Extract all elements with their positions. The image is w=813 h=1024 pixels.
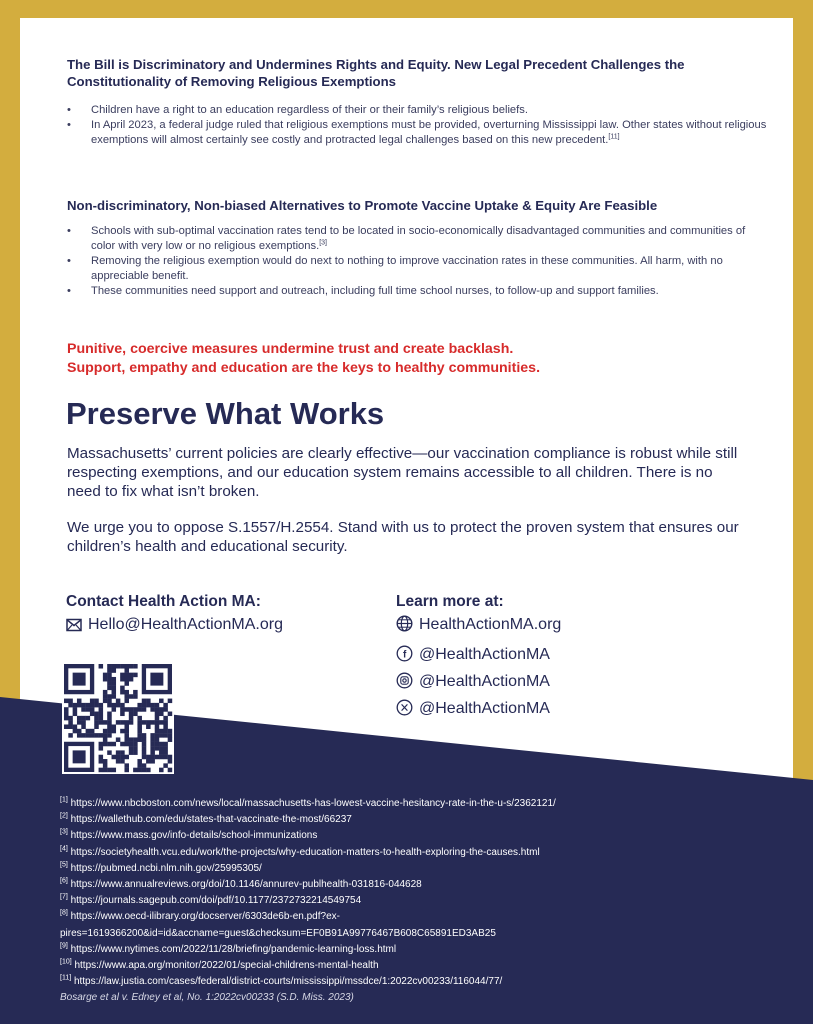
footnote: [3] https://www.mass.gov/info-details/school-immunizations	[60, 829, 318, 842]
envelope-icon	[66, 618, 82, 632]
section-heading-alternatives: Non-discriminatory, Non-biased Alternatives to Promote Vaccine Uptake & Equity Are Feasible	[67, 198, 658, 213]
intro-paragraph: Massachusetts’ current policies are clearly effective—our vaccination compliance is robust while still respecting exemptions, and our education system remains accessible to all children. There is no need to fix what isn’t broken.	[67, 445, 738, 500]
footnote: [6] https://www.annualreviews.org/doi/10.1146/annurev-publhealth-031816-044628	[60, 877, 422, 891]
contact-heading: Contact Health Action MA:	[66, 593, 261, 610]
callout-text: Punitive, coercive measures undermine trust and create backlash. Support, empathy and education are the keys to healthy communities.	[67, 341, 541, 376]
instagram-icon	[396, 672, 413, 689]
footnotes	[60, 796, 790, 1007]
list-item: • These communities need support and outreach, including full time school nurses, to follow-up and support families.	[67, 284, 767, 299]
footnote: [5] https://pubmed.ncbi.nlm.nih.gov/25995305/	[60, 861, 262, 874]
learn-more-heading: Learn more at:	[396, 593, 504, 610]
section-bullets-discriminatory	[67, 103, 767, 148]
call-to-action-paragraph: We urge you to oppose S.1557/H.2554. Stand with us to protect the proven system that ensures our children’s health and educational security.	[67, 519, 739, 555]
list-item: • Children have a right to an education regardless of their or their family’s religious beliefs.	[67, 103, 767, 118]
section-heading-discriminatory: The Bill is Discriminatory and Undermines Rights and Equity. New Legal Precedent Challenges the Constitutionality of Removing Religious Exemptions	[67, 57, 685, 89]
section-bullets-alternatives	[67, 224, 767, 299]
footnote-continuation[interactable]: pires=1619366200&id=id&accname=guest&checksum=EF0B91A99776467B608C65891ED3AB25	[60, 927, 496, 939]
qr-code[interactable]	[62, 662, 174, 774]
instagram-link[interactable]: @HealthActionMA	[396, 672, 550, 692]
qr-code-graphic	[62, 662, 174, 774]
footnote: [1] https://www.nbcboston.com/news/local/massachusetts-has-lowest-vaccine-hesitancy-rate-in-the-u-s/2362121/	[60, 796, 556, 809]
svg-text:f: f	[403, 649, 407, 661]
website-link[interactable]: HealthActionMA.org	[396, 615, 561, 635]
globe-icon	[396, 615, 413, 632]
x-icon	[396, 699, 413, 716]
footnote: [4] https://societyhealth.vcu.edu/work/the-projects/why-education-matters-to-health-exploring-the-causes.html	[60, 845, 540, 858]
case-citation: Bosarge et al v. Edney et al, No. 1:2022cv00233 (S.D. Miss. 2023)	[60, 992, 354, 1004]
page-title: Preserve What Works	[66, 396, 385, 431]
contact-email-link[interactable]: Hello@HealthActionMA.org	[66, 615, 283, 635]
list-item: • Schools with sub-optimal vaccination rates tend to be located in socio-economically disadvantaged communities and communities of color with very low or no religious exemptions.[3]	[67, 224, 767, 254]
facebook-link[interactable]: f @HealthActionMA	[396, 645, 550, 665]
list-item: • In April 2023, a federal judge ruled that religious exemptions must be provided, overturning Mississippi law. Other states without religious exemptions will almost certainly see costly and protracted legal challenges based on this new precedent.[11]	[67, 118, 767, 148]
facebook-icon	[396, 645, 413, 662]
footnote: [11] https://law.justia.com/cases/federal/district-courts/mississippi/mssdce/1:2022cv00233/116044/77/	[60, 974, 503, 988]
list-item: • Removing the religious exemption would do next to nothing to improve vaccination rates in these communities. All harm, with no appreciable benefit.	[67, 254, 767, 284]
footnote: [8] https://www.oecd-ilibrary.org/docserver/6303de6b-en.pdf?ex-	[60, 910, 340, 923]
footnote: [10] https://www.apa.org/monitor/2022/01/special-childrens-mental-health	[60, 958, 379, 972]
x-link[interactable]: @HealthActionMA	[396, 699, 550, 719]
footnote: [7] https://journals.sagepub.com/doi/pdf/10.1177/2372732214549754	[60, 893, 362, 907]
footnote: [9] https://www.nytimes.com/2022/11/28/briefing/pandemic-learning-loss.html	[60, 942, 397, 955]
footnote: [2] https://wallethub.com/edu/states-that-vaccinate-the-most/66237	[60, 812, 352, 826]
